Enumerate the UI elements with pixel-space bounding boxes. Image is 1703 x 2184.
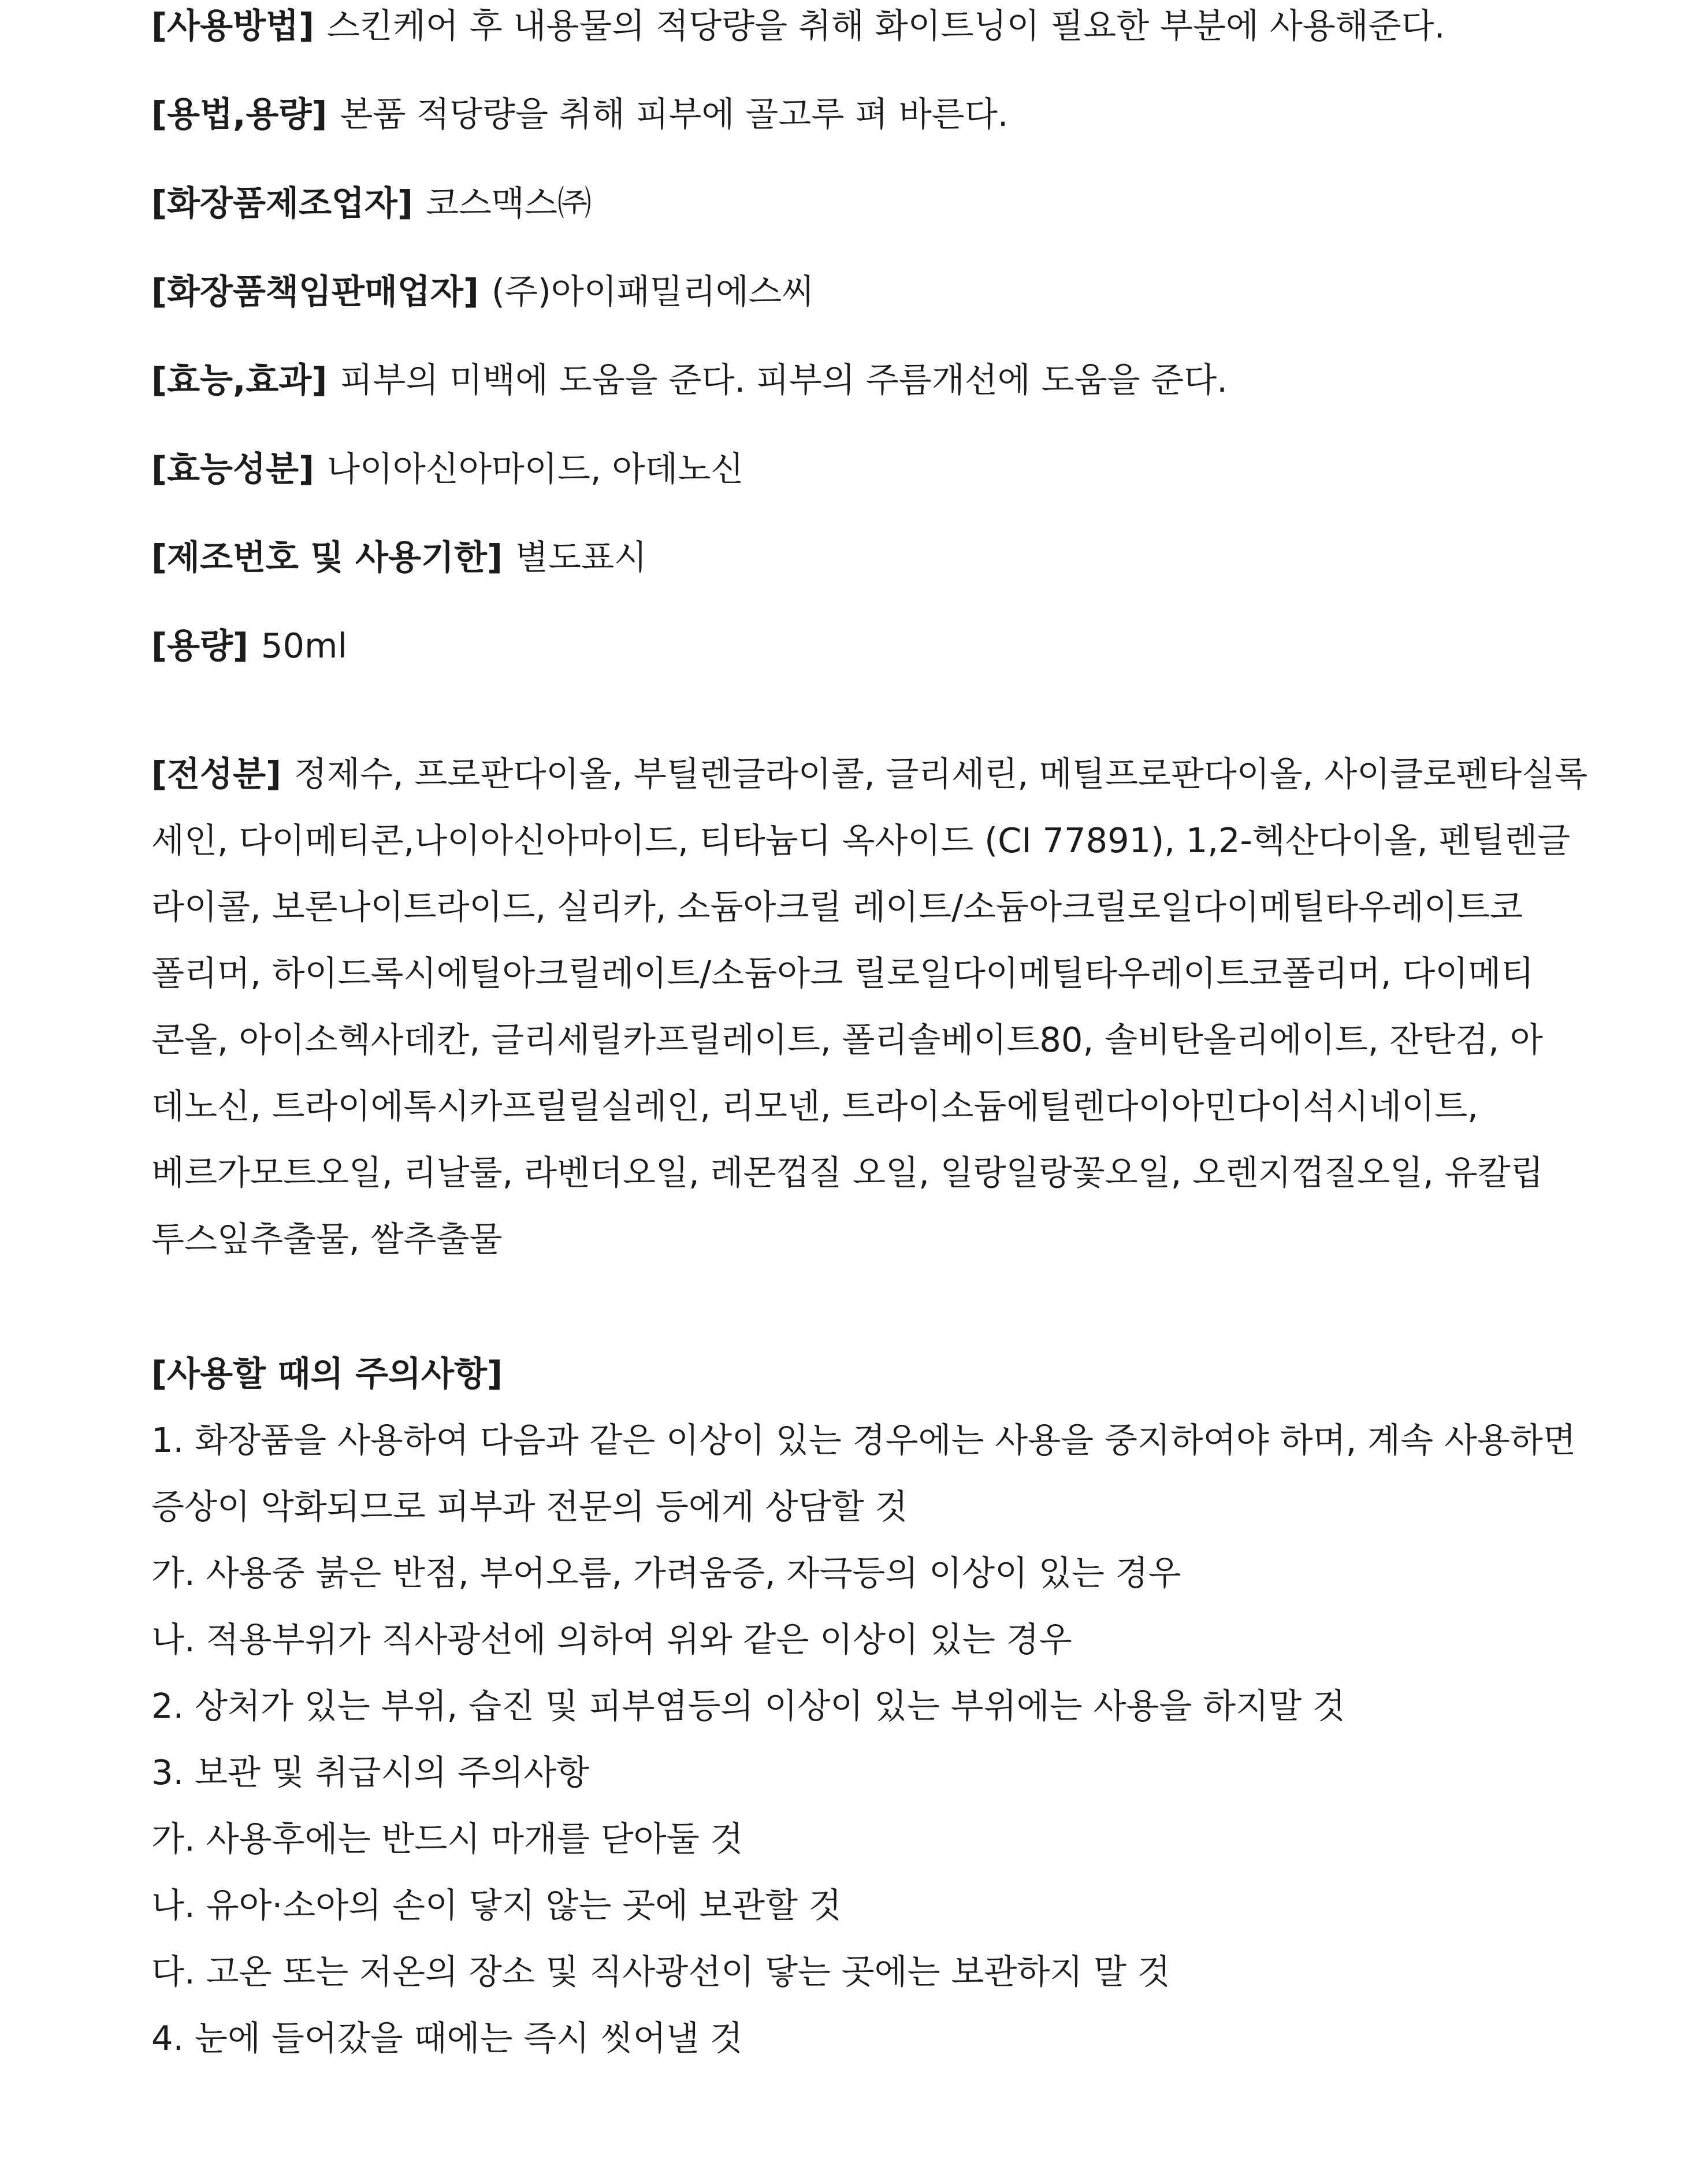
caution-title: [사용할 때의 주의사항]	[151, 1354, 503, 1394]
caution-item: 다. 고온 또는 저온의 장소 및 직사광선이 닿는 곳에는 보관하지 말 것	[151, 1952, 1170, 1992]
info-label: [제조번호 및 사용기한]	[151, 537, 503, 577]
info-dosage	[151, 91, 1009, 138]
caution-item: 가. 사용후에는 반드시 마개를 닫아둘 것	[151, 1819, 743, 1859]
info-label: [용량]	[151, 626, 248, 666]
ingredients-line: 라이콜, 보론나이트라이드, 실리카, 소듐아크릴 레이트/소듐아크릴로일다이메틸타우레이트코	[151, 887, 1523, 927]
info-text: 별도표시	[515, 537, 647, 577]
info-usage-method	[151, 3, 1445, 49]
info-text: (주)아이패밀리에스씨	[491, 272, 815, 311]
info-volume	[151, 623, 347, 669]
full-ingredients-section	[151, 741, 1596, 1272]
info-text: 스킨케어 후 내용물의 적당량을 취해 화이트닝이 필요한 부분에 사용해준다.	[326, 6, 1445, 46]
ingredients-line: 콘올, 아이소헥사데칸, 글리세릴카프릴레이트, 폴리솔베이트80, 솔비탄올리에이트, 잔탄검, 아	[151, 1020, 1543, 1060]
caution-item: 2. 상처가 있는 부위, 습진 및 피부염등의 이상이 있는 부위에는 사용을 하지말 것	[151, 1686, 1345, 1726]
info-text: 50ml	[261, 626, 347, 666]
info-label: [용법,용량]	[151, 94, 328, 134]
info-efficacy	[151, 357, 1228, 403]
info-label: [효능성분]	[151, 449, 314, 489]
ingredients-line: 세인, 다이메티콘,나이아신아마이드, 티타늄디 옥사이드 (CI 77891), 1,2-헥산다이올, 펜틸렌글	[151, 820, 1571, 860]
caution-section	[151, 1340, 1596, 2071]
ingredients-line: 데노신, 트라이에톡시카프릴릴실레인, 리모넨, 트라이소듐에틸렌다이아민다이석시네이트,	[151, 1086, 1479, 1126]
info-text: 코스맥스㈜	[425, 183, 592, 223]
ingredients-line: 베르가모트오일, 리날룰, 라벤더오일, 레몬껍질 오일, 일랑일랑꽃오일, 오렌지껍질오일, 유칼립	[151, 1153, 1544, 1193]
info-lot-expiry	[151, 534, 647, 581]
ingredients-label: [전성분]	[151, 754, 281, 794]
info-label: [화장품제조업자]	[151, 183, 413, 223]
caution-item: 1. 화장품을 사용하여 다음과 같은 이상이 있는 경우에는 사용을 중지하여야 하며, 계속 사용하면	[151, 1420, 1576, 1460]
info-label: [화장품책임판매업자]	[151, 272, 479, 311]
info-active-ingredients	[151, 446, 743, 492]
info-distributor	[151, 269, 815, 315]
info-text: 본품 적당량을 취해 피부에 골고루 펴 바른다.	[340, 94, 1009, 134]
info-label: [사용방법]	[151, 6, 314, 46]
ingredients-line: 투스잎추출물, 쌀추출물	[151, 1219, 503, 1259]
info-text: 나이아신아마이드, 아데노신	[326, 449, 744, 489]
caution-item: 증상이 악화되므로 피부과 전문의 등에게 상담할 것	[151, 1487, 908, 1526]
caution-item: 3. 보관 및 취급시의 주의사항	[151, 1752, 590, 1792]
info-text: 피부의 미백에 도움을 준다. 피부의 주름개선에 도움을 준다.	[340, 360, 1228, 400]
caution-item: 나. 적용부위가 직사광선에 의하여 위와 같은 이상이 있는 경우	[151, 1620, 1072, 1659]
info-label: [효능,효과]	[151, 360, 328, 400]
ingredients-text: 정제수, 프로판다이올, 부틸렌글라이콜, 글리세린, 메틸프로판다이올, 사이클로펜타실록	[293, 754, 1588, 794]
caution-item: 가. 사용중 붉은 반점, 부어오름, 가려움증, 자극등의 이상이 있는 경우	[151, 1553, 1181, 1593]
info-manufacturer	[151, 180, 592, 226]
ingredients-line	[151, 741, 1596, 807]
ingredients-line: 폴리머, 하이드록시에틸아크릴레이트/소듐아크 릴로일다이메틸타우레이트코폴리머, 다이메티	[151, 953, 1534, 993]
caution-item: 나. 유아·소아의 손이 닿지 않는 곳에 보관할 것	[151, 1885, 842, 1925]
caution-item: 4. 눈에 들어갔을 때에는 즉시 씻어낼 것	[151, 2018, 743, 2058]
